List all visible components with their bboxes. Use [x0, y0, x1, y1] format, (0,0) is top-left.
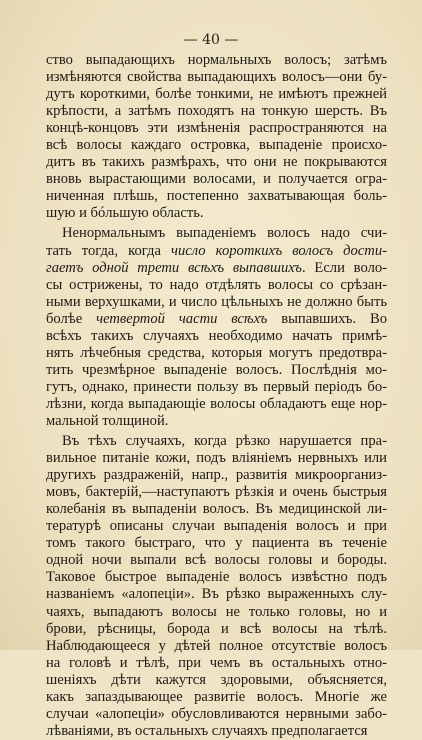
- body-text: [46, 52, 387, 740]
- text-line: Въ тѣхъ случаяхъ, когда рѣзко нарушается пра-: [62, 433, 387, 450]
- text-line: концѣ-концовъ эти измѣненія распространяются на: [46, 120, 387, 137]
- text-line: крѣпости, а затѣмъ походятъ на тонкую шерсть. Въ: [46, 103, 387, 120]
- paragraph-1: [46, 52, 387, 222]
- text-line: мовъ, бактерій,—наступаютъ рѣзкія и очень быстрыя: [46, 484, 387, 501]
- text-line: ство выпадающихъ нормальныхъ волосъ; затѣмъ: [46, 52, 387, 68]
- paragraph-2: [46, 225, 387, 430]
- text-line: дитъ въ такихъ размѣрахъ, что они не покрываются: [46, 154, 387, 171]
- text-line: на головѣ и тѣлѣ, при чемъ въ остальныхъ отно-: [46, 654, 387, 671]
- text-line: дутъ короткими, болѣе тонкими, не имѣютъ прежней: [46, 86, 387, 103]
- text-line: лѣзни, когда выпадающіе волосы обладаютъ еще нор-: [46, 395, 387, 412]
- text-line: Ненормальнымъ выпаденіемъ волосъ надо счи-: [62, 225, 387, 242]
- text-line: шую и бóльшую область.: [46, 205, 204, 222]
- text-line: гаетъ одной трети всѣхъ выпавшихъ. Если воло-: [46, 259, 387, 276]
- text-line: Наблюдающееся у дѣтей полное отсутствіе волосъ: [46, 637, 387, 654]
- text-line: вильное питаніе кожи, подъ вліяніемъ нервныхъ или: [46, 450, 387, 467]
- text-line: Таковое быстрое выпаденіе волосъ извѣстно подъ: [46, 569, 387, 586]
- text-line: названіемъ «алопеціи». Въ рѣзко выраженныхъ слу-: [46, 586, 387, 603]
- emphasis: четвертой части всѣхъ: [96, 310, 268, 327]
- text-line: всѣ волосы каждаго островка, выпаденіе происхо-: [46, 137, 387, 154]
- text-line: какъ запаздывающее развитіе волосъ. Многіе же: [46, 688, 387, 705]
- text-line: одной ночи выпали всѣ волосы головы и бороды.: [46, 552, 387, 569]
- text-line: тать тогда, когда число короткихъ волосъ дости-: [46, 242, 387, 259]
- text-line: измѣняются свойства выпадающихъ волосъ—они бу-: [46, 69, 387, 86]
- emphasis: гаетъ одной трети всѣхъ выпавшихъ: [46, 259, 302, 276]
- text-line: болѣе четвертой части всѣхъ выпавшихъ. Во: [46, 310, 387, 327]
- text-line: мальной толщиной.: [46, 412, 169, 429]
- text-line: случаи «алопеціи» обусловливаются нервными забо-: [46, 705, 387, 722]
- text-line: сы острижены, то надо отдѣлять волосы со срѣзан-: [46, 276, 387, 293]
- emphasis: число короткихъ волосъ дости-: [171, 242, 387, 259]
- text-line: всѣхъ такихъ случаяхъ необходимо начать примѣ-: [46, 327, 387, 344]
- page-number: — 40 —: [183, 32, 239, 48]
- text-line: ниченная плѣшь, постепенно захватывающая боль-: [46, 188, 387, 205]
- text-line: гутъ, однако, принести пользу въ первый періодъ бо-: [46, 378, 387, 395]
- text-line: колебанія въ выпаденіи волосъ. Въ медицинской ли-: [46, 501, 387, 518]
- text-line: вновь вырастающими волосами, и получается огра-: [46, 171, 387, 188]
- text-line: другихъ раздраженій, напр., развитія микроорганиз-: [46, 467, 387, 484]
- text-line: тературѣ описаны случаи выпаденія волосъ и при: [46, 518, 387, 535]
- text-line: нять лѣчебныя средства, которыя могутъ предотвра-: [46, 344, 387, 361]
- text-line: томъ такого быстраго, что у пациента въ теченіе: [46, 535, 387, 552]
- text-line: брови, рѣсницы, борода и всѣ волосы на тѣлѣ.: [46, 620, 387, 637]
- text-line: чаяхъ, выпадаютъ волосы не только головы, но и: [46, 603, 387, 620]
- text-line: лѣваніями, въ остальныхъ случаяхъ предполагается: [46, 722, 368, 739]
- text-line: шеніяхъ дѣти кажутся здоровыми, объясняется,: [46, 671, 387, 688]
- text-line: ными верхушками, и число цѣльныхъ не должно быть: [46, 293, 387, 310]
- paragraph-3: [46, 433, 387, 740]
- text-line: тить чрезмѣрное выпаденіе волосъ. Послѣднія мо-: [46, 361, 387, 378]
